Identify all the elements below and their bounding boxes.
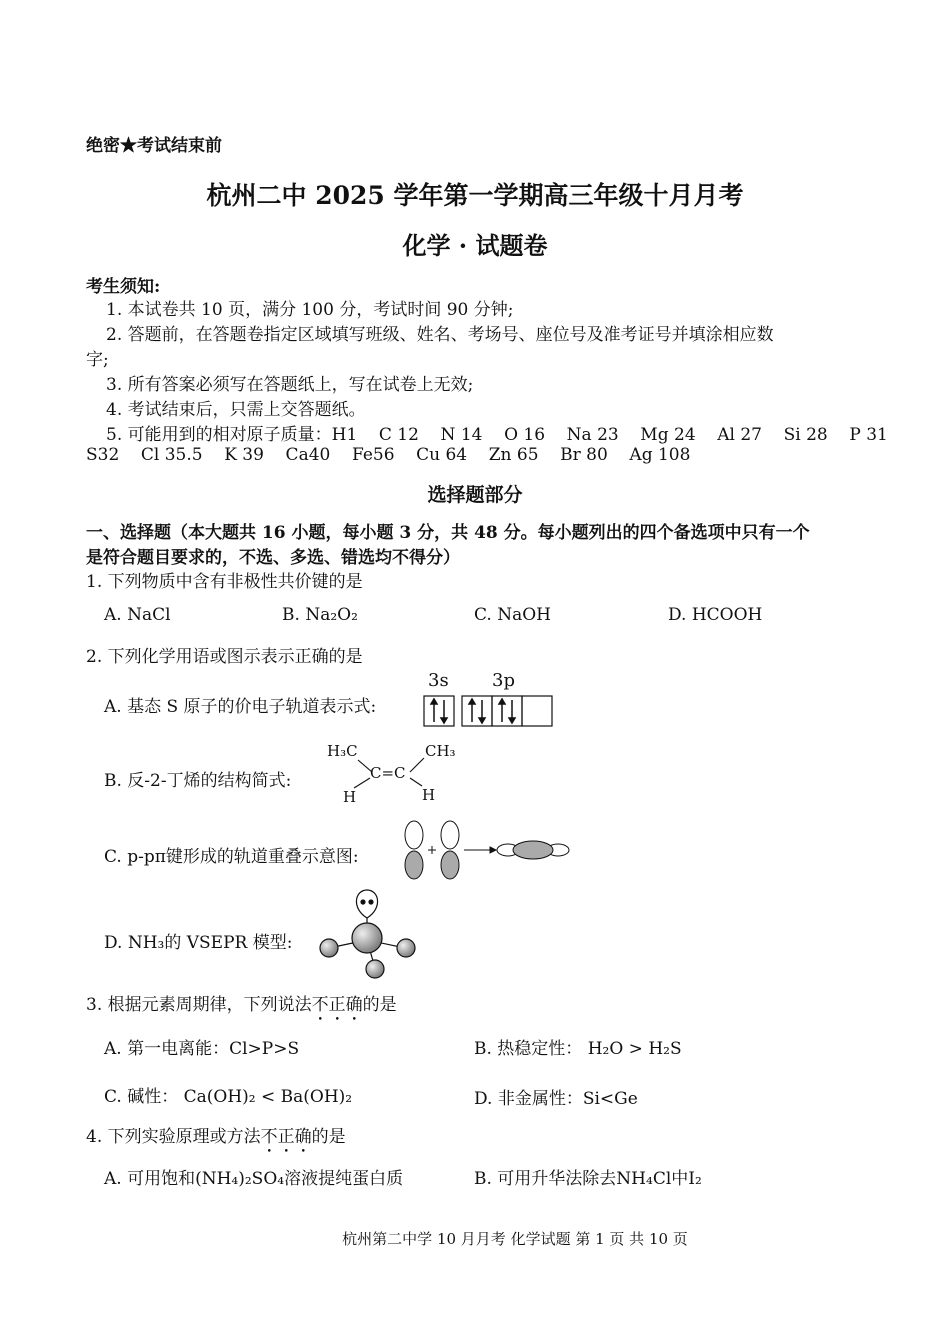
q2-option-c: C. p-pπ键形成的轨道重叠示意图: [104,847,359,867]
notice-item-5-cont: S32 Cl 35.5 K 39 Ca40 Fe56 Cu 64 Zn 65 Br 80 Ag 108 [86,445,691,465]
q1-b-formula: Na₂O₂ [305,605,358,625]
q1-option-d: D. HCOOH [668,605,763,625]
exam-subtitle: 化学 · 试题卷 [402,231,548,260]
struct-ch3: CH₃ [425,742,456,760]
section-heading-1: 一、选择题（本大题共 16 小题，每小题 3 分，共 48 分。每小题列出的四个备选项中只有一个 [86,523,810,543]
secret-label: 绝密★考试结束前 [86,136,222,156]
q4-stem: 4. 下列实验原理或方法不正确的是 [86,1127,346,1147]
q2-stem: 2. 下列化学用语或图示表示正确的是 [86,647,363,667]
notice-item-3: 3. 所有答案必须写在答题纸上，写在试卷上无效; [106,375,474,395]
struct-h3c: H₃C [327,742,358,760]
notice-item-2: 2. 答题前，在答题卷指定区域填写班级、姓名、考场号、座位号及准考证号并填涂相应数 [106,325,774,345]
page-footer: 杭州第二中学 10 月月考 化学试题 第 1 页 共 10 页 [342,1230,688,1248]
nh3-vsepr-model [315,888,425,980]
q2-option-a: A. 基态 S 原子的价电子轨道表示式: [104,697,377,717]
q3-option-d: D. 非金属性：Si<Ge [474,1089,638,1109]
exam-title: 杭州二中 2025 学年第一学期高三年级十月月考 [206,181,744,210]
notice-item-5: 5. 可能用到的相对原子质量：H1 C 12 N 14 O 16 Na 23 Mg 24 Al 27 Si 28 P 31 [106,425,888,445]
q2-option-b: B. 反-2-丁烯的结构简式: [104,771,292,791]
p-orbital-overlap-diagram [398,820,573,882]
q1-option-a: A. NaCl [104,605,171,625]
q3-option-b: B. 热稳定性： H₂O > H₂S [474,1039,682,1059]
q3-option-c: C. 碱性： Ca(OH)₂ < Ba(OH)₂ [104,1087,353,1107]
struct-bonds [340,750,440,795]
q3-stem: 3. 根据元素周期律，下列说法不正确的是 [86,995,397,1015]
q1-option-b: B. Na₂O₂ [282,605,358,625]
q4-emphasis: 不正确 [260,1127,312,1147]
notice-item-4: 4. 考试结束后，只需上交答题纸。 [106,400,366,420]
q1-stem: 1. 下列物质中含有非极性共价键的是 [86,572,363,592]
struct-cc: C=C [370,764,406,782]
q3-emphasis: 不正确 [311,995,363,1015]
notice-item-1: 1. 本试卷共 10 页，满分 100 分，考试时间 90 分钟; [106,300,514,320]
orbital-label-3s: 3s [428,670,449,691]
struct-h-right: H [422,786,436,804]
q2-option-d: D. NH₃的 VSEPR 模型: [104,933,293,953]
struct-h-left: H [343,788,357,806]
q1-option-c: C. NaOH [474,605,551,625]
section-title: 选择题部分 [427,484,523,506]
notice-item-2-cont: 字; [86,350,109,370]
section-heading-2: 是符合题目要求的，不选、多选、错选均不得分） [86,548,460,568]
q4-option-a: A. 可用饱和(NH₄)₂SO₄溶液提纯蛋白质 [104,1169,404,1189]
q4-option-b: B. 可用升华法除去NH₄Cl中I₂ [474,1169,702,1189]
orbital-label-3p: 3p [492,670,515,691]
q3-option-a: A. 第一电离能：Cl>P>S [104,1039,300,1059]
orbital-diagram [420,694,556,728]
notice-heading: 考生须知: [86,277,161,297]
